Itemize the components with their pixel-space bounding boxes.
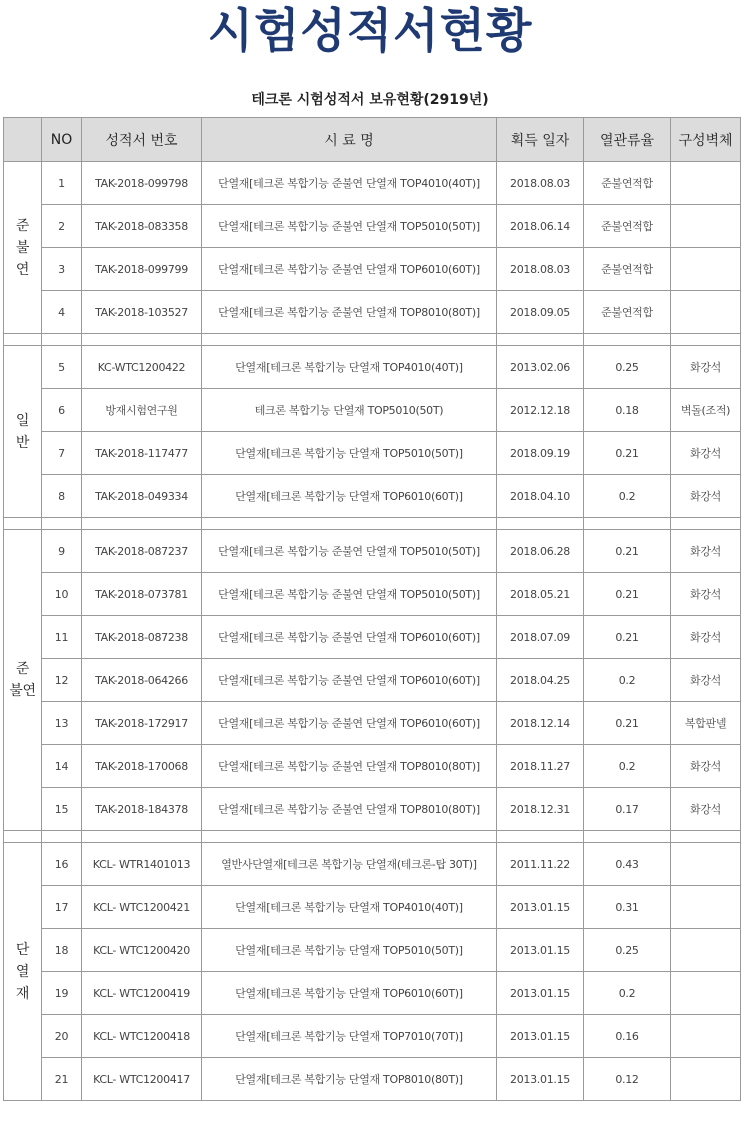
row-number: 17	[42, 886, 82, 929]
thermal-transmittance: 0.2	[584, 475, 671, 518]
row-number: 18	[42, 929, 82, 972]
certificate-number: TAK-2018-049334	[82, 475, 202, 518]
acquired-date: 2018.06.28	[497, 530, 584, 573]
separator-cell	[497, 518, 584, 530]
thermal-transmittance: 0.25	[584, 929, 671, 972]
group-label-line: 단	[15, 941, 30, 958]
thermal-transmittance: 0.21	[584, 616, 671, 659]
separator-cell	[82, 334, 202, 346]
table-row	[4, 702, 741, 745]
wall-composition: 화강석	[671, 432, 741, 475]
table-row	[4, 616, 741, 659]
sample-name: 단열재[테크론 복합기능 단열재 TOP6010(60T)]	[202, 475, 497, 518]
table-row	[4, 843, 741, 886]
thermal-transmittance: 준불연적합	[584, 291, 671, 334]
certificate-number: TAK-2018-083358	[82, 205, 202, 248]
row-number: 15	[42, 788, 82, 831]
sample-name: 단열재[테크론 복합기능 단열재 TOP4010(40T)]	[202, 346, 497, 389]
wall-composition: 화강석	[671, 659, 741, 702]
table-row	[4, 346, 741, 389]
group-separator-row	[4, 518, 741, 530]
thermal-transmittance: 0.31	[584, 886, 671, 929]
separator-cell	[584, 518, 671, 530]
wall-composition	[671, 886, 741, 929]
header-cell: 구성벽체	[671, 118, 741, 162]
table-row	[4, 745, 741, 788]
acquired-date: 2012.12.18	[497, 389, 584, 432]
sample-name: 단열재[테크론 복합기능 단열재 TOP6010(60T)]	[202, 972, 497, 1015]
separator-cell	[202, 518, 497, 530]
table-row	[4, 929, 741, 972]
group-separator-row	[4, 831, 741, 843]
row-number: 13	[42, 702, 82, 745]
header-cell: NO	[42, 118, 82, 162]
certificate-number: KC-WTC1200422	[82, 346, 202, 389]
row-number: 6	[42, 389, 82, 432]
row-number: 10	[42, 573, 82, 616]
thermal-transmittance: 준불연적합	[584, 162, 671, 205]
thermal-transmittance: 준불연적합	[584, 248, 671, 291]
table-row	[4, 205, 741, 248]
acquired-date: 2018.11.27	[497, 745, 584, 788]
wall-composition: 화강석	[671, 788, 741, 831]
row-number: 3	[42, 248, 82, 291]
group-label-line: 반	[15, 434, 30, 451]
certificate-number: 방재시험연구원	[82, 389, 202, 432]
wall-composition: 화강석	[671, 745, 741, 788]
thermal-transmittance: 준불연적합	[584, 205, 671, 248]
separator-cell	[202, 831, 497, 843]
wall-composition	[671, 1015, 741, 1058]
wall-composition	[671, 972, 741, 1015]
acquired-date: 2018.04.25	[497, 659, 584, 702]
acquired-date: 2013.01.15	[497, 1015, 584, 1058]
wall-composition	[671, 843, 741, 886]
thermal-transmittance: 0.2	[584, 745, 671, 788]
table-row	[4, 248, 741, 291]
certificate-number: KCL- WTC1200417	[82, 1058, 202, 1101]
acquired-date: 2013.01.15	[497, 886, 584, 929]
header-row	[4, 118, 741, 162]
group-label	[4, 530, 42, 831]
sample-name: 열반사단열재[테크론 복합기능 단열재(테크론-탑 30T)]	[202, 843, 497, 886]
separator-cell	[497, 831, 584, 843]
sample-name: 단열재[테크론 복합기능 단열재 TOP5010(50T)]	[202, 432, 497, 475]
row-number: 7	[42, 432, 82, 475]
row-number: 19	[42, 972, 82, 1015]
thermal-transmittance: 0.2	[584, 972, 671, 1015]
sample-name: 단열재[테크론 복합기능 준불연 단열재 TOP4010(40T)]	[202, 162, 497, 205]
table-row	[4, 389, 741, 432]
table-body	[4, 162, 741, 1101]
sample-name: 단열재[테크론 복합기능 단열재 TOP7010(70T)]	[202, 1015, 497, 1058]
thermal-transmittance: 0.12	[584, 1058, 671, 1101]
thermal-transmittance: 0.18	[584, 389, 671, 432]
row-number: 11	[42, 616, 82, 659]
row-number: 20	[42, 1015, 82, 1058]
thermal-transmittance: 0.21	[584, 432, 671, 475]
group-label-line: 재	[15, 985, 30, 1002]
separator-cell	[584, 831, 671, 843]
certificate-number: KCL- WTC1200418	[82, 1015, 202, 1058]
acquired-date: 2018.12.31	[497, 788, 584, 831]
certificate-number: TAK-2018-184378	[82, 788, 202, 831]
sample-name: 테크론 복합기능 단열재 TOP5010(50T)	[202, 389, 497, 432]
sample-name: 단열재[테크론 복합기능 준불연 단열재 TOP6010(60T)]	[202, 702, 497, 745]
group-label	[4, 162, 42, 334]
sample-name: 단열재[테크론 복합기능 준불연 단열재 TOP6010(60T)]	[202, 616, 497, 659]
certificate-number: TAK-2018-087238	[82, 616, 202, 659]
sample-name: 단열재[테크론 복합기능 준불연 단열재 TOP8010(80T)]	[202, 291, 497, 334]
separator-cell	[4, 334, 42, 346]
acquired-date: 2013.01.15	[497, 929, 584, 972]
row-number: 21	[42, 1058, 82, 1101]
group-label-line: 준	[15, 217, 30, 234]
wall-composition	[671, 929, 741, 972]
certificate-table	[3, 117, 741, 1101]
certificate-number: KCL- WTR1401013	[82, 843, 202, 886]
table-row	[4, 886, 741, 929]
sample-name: 단열재[테크론 복합기능 단열재 TOP4010(40T)]	[202, 886, 497, 929]
table-row	[4, 432, 741, 475]
table-row	[4, 972, 741, 1015]
sample-name: 단열재[테크론 복합기능 준불연 단열재 TOP5010(50T)]	[202, 573, 497, 616]
certificate-number: KCL- WTC1200420	[82, 929, 202, 972]
header-cell: 성적서 번호	[82, 118, 202, 162]
table-row	[4, 659, 741, 702]
acquired-date: 2013.02.06	[497, 346, 584, 389]
wall-composition: 화강석	[671, 573, 741, 616]
certificate-number: TAK-2018-073781	[82, 573, 202, 616]
wall-composition: 벽돌(조적)	[671, 389, 741, 432]
group-label-line: 준	[15, 661, 30, 677]
table-row	[4, 788, 741, 831]
acquired-date: 2018.08.03	[497, 248, 584, 291]
wall-composition: 화강석	[671, 475, 741, 518]
certificate-number: TAK-2018-087237	[82, 530, 202, 573]
acquired-date: 2018.06.14	[497, 205, 584, 248]
sample-name: 단열재[테크론 복합기능 단열재 TOP5010(50T)]	[202, 929, 497, 972]
separator-cell	[671, 334, 741, 346]
separator-cell	[497, 334, 584, 346]
sample-name: 단열재[테크론 복합기능 준불연 단열재 TOP6010(60T)]	[202, 659, 497, 702]
certificate-number: TAK-2018-170068	[82, 745, 202, 788]
row-number: 16	[42, 843, 82, 886]
separator-cell	[42, 831, 82, 843]
table-row	[4, 1015, 741, 1058]
row-number: 1	[42, 162, 82, 205]
header-cell: 시 료 명	[202, 118, 497, 162]
thermal-transmittance: 0.16	[584, 1015, 671, 1058]
group-label-line: 불연	[9, 683, 36, 699]
table-row	[4, 530, 741, 573]
sample-name: 단열재[테크론 복합기능 단열재 TOP8010(80T)]	[202, 1058, 497, 1101]
sample-name: 단열재[테크론 복합기능 준불연 단열재 TOP5010(50T)]	[202, 205, 497, 248]
separator-cell	[4, 831, 42, 843]
wall-composition: 화강석	[671, 530, 741, 573]
thermal-transmittance: 0.21	[584, 702, 671, 745]
thermal-transmittance: 0.21	[584, 573, 671, 616]
row-number: 4	[42, 291, 82, 334]
separator-cell	[584, 334, 671, 346]
sample-name: 단열재[테크론 복합기능 준불연 단열재 TOP6010(60T)]	[202, 248, 497, 291]
acquired-date: 2018.12.14	[497, 702, 584, 745]
separator-cell	[42, 334, 82, 346]
row-number: 9	[42, 530, 82, 573]
wall-composition	[671, 248, 741, 291]
row-number: 8	[42, 475, 82, 518]
header-cell	[4, 118, 42, 162]
wall-composition	[671, 1058, 741, 1101]
separator-cell	[82, 831, 202, 843]
group-label	[4, 843, 42, 1101]
table-caption: 테크론 시험성적서 보유현황(2919년)	[251, 92, 489, 108]
wall-composition	[671, 291, 741, 334]
certificate-number: KCL- WTC1200419	[82, 972, 202, 1015]
wall-composition	[671, 162, 741, 205]
acquired-date: 2018.09.05	[497, 291, 584, 334]
wall-composition: 복합판넬	[671, 702, 741, 745]
table-row	[4, 1058, 741, 1101]
acquired-date: 2018.09.19	[497, 432, 584, 475]
separator-cell	[671, 518, 741, 530]
sample-name: 단열재[테크론 복합기능 준불연 단열재 TOP5010(50T)]	[202, 530, 497, 573]
group-label-line: 연	[15, 261, 30, 278]
separator-cell	[202, 334, 497, 346]
row-number: 5	[42, 346, 82, 389]
row-number: 2	[42, 205, 82, 248]
certificate-number: TAK-2018-172917	[82, 702, 202, 745]
row-number: 12	[42, 659, 82, 702]
table-row	[4, 291, 741, 334]
certificate-number: TAK-2018-117477	[82, 432, 202, 475]
certificate-number: TAK-2018-103527	[82, 291, 202, 334]
table-row	[4, 475, 741, 518]
thermal-transmittance: 0.2	[584, 659, 671, 702]
thermal-transmittance: 0.17	[584, 788, 671, 831]
sample-name: 단열재[테크론 복합기능 준불연 단열재 TOP8010(80T)]	[202, 745, 497, 788]
certificate-number: TAK-2018-099799	[82, 248, 202, 291]
acquired-date: 2013.01.15	[497, 972, 584, 1015]
group-label-line: 일	[15, 412, 30, 429]
group-label	[4, 346, 42, 518]
acquired-date: 2013.01.15	[497, 1058, 584, 1101]
header-cell: 획득 일자	[497, 118, 584, 162]
acquired-date: 2011.11.22	[497, 843, 584, 886]
wall-composition: 화강석	[671, 616, 741, 659]
separator-cell	[42, 518, 82, 530]
thermal-transmittance: 0.21	[584, 530, 671, 573]
acquired-date: 2018.04.10	[497, 475, 584, 518]
page-title: 시험성적서현황	[207, 4, 533, 59]
separator-cell	[4, 518, 42, 530]
sample-name: 단열재[테크론 복합기능 준불연 단열재 TOP8010(80T)]	[202, 788, 497, 831]
certificate-number: KCL- WTC1200421	[82, 886, 202, 929]
acquired-date: 2018.07.09	[497, 616, 584, 659]
thermal-transmittance: 0.43	[584, 843, 671, 886]
header-cell: 열관류율	[584, 118, 671, 162]
separator-cell	[671, 831, 741, 843]
certificate-number: TAK-2018-064266	[82, 659, 202, 702]
group-label-line: 열	[15, 963, 30, 980]
separator-cell	[82, 518, 202, 530]
row-number: 14	[42, 745, 82, 788]
acquired-date: 2018.08.03	[497, 162, 584, 205]
table-row	[4, 162, 741, 205]
certificate-number: TAK-2018-099798	[82, 162, 202, 205]
wall-composition	[671, 205, 741, 248]
acquired-date: 2018.05.21	[497, 573, 584, 616]
thermal-transmittance: 0.25	[584, 346, 671, 389]
wall-composition: 화강석	[671, 346, 741, 389]
group-separator-row	[4, 334, 741, 346]
table-row	[4, 573, 741, 616]
group-label-line: 불	[15, 239, 30, 256]
